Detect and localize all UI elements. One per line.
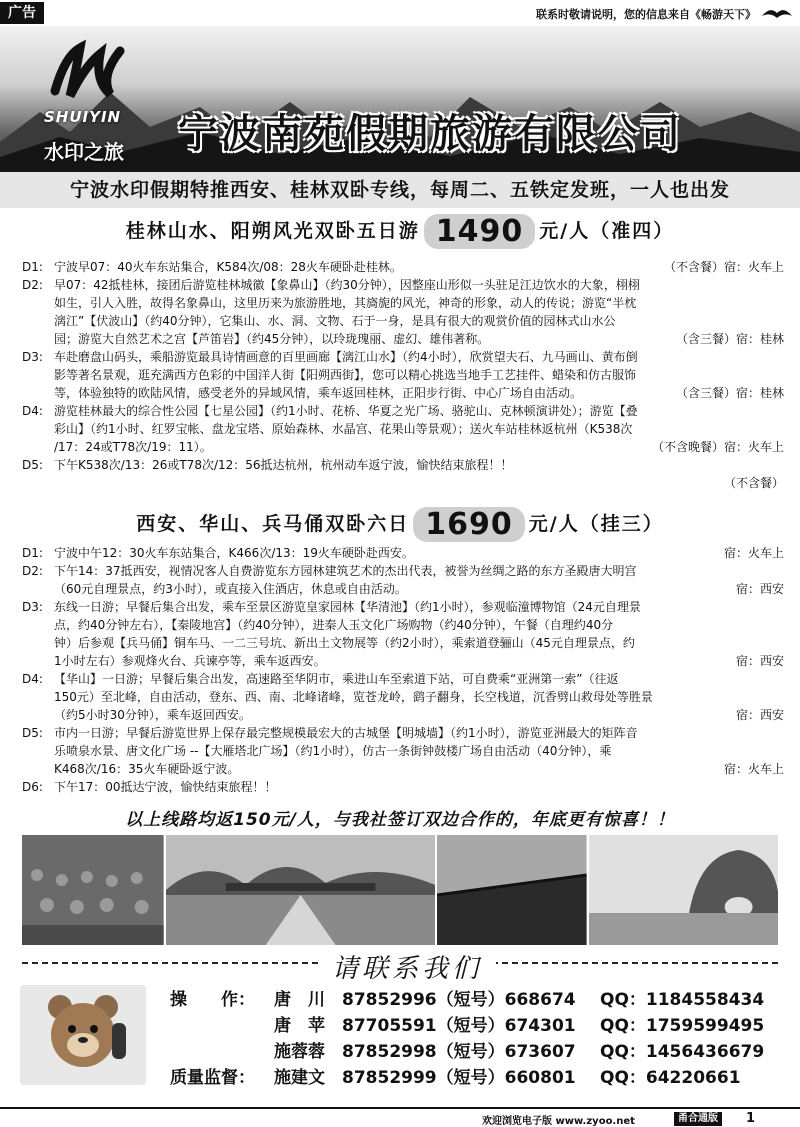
- day-label: D1:: [22, 546, 43, 560]
- day-meal-lodging: （含三餐）宿：桂林: [675, 332, 784, 346]
- day-label: D3:: [22, 600, 43, 614]
- day-text: 下午17：00抵达宁波，愉快结束旅程！！: [54, 780, 277, 794]
- day-label: D2:: [22, 278, 43, 292]
- contact-qq: QQ：64220661: [600, 1068, 741, 1088]
- itinerary-day: [22, 258, 784, 276]
- contact-name: 唐 川: [274, 990, 325, 1010]
- huaqing-pool-photo: [166, 835, 435, 945]
- day-meal-lodging: （不含餐）宿：火车上: [663, 260, 784, 274]
- itinerary-day: [22, 562, 784, 598]
- day-text: 【华山】一日游；早餐后集合出发，高速路至华阴市，乘进山车至索道下站，可自费乘“亚洲第一索”（往返: [54, 672, 619, 686]
- top-bar: [0, 0, 800, 26]
- day-text: 1小时左右）参观烽火台、兵谏亭等，乘车返西安。: [54, 654, 326, 668]
- footer: [0, 1107, 800, 1127]
- day-text: 游览桂林最大的综合性公园【七星公园】（约1小时、花桥、华夏之光广场、骆驼山、克林顿演讲处）；游览【叠: [54, 404, 638, 418]
- route1-price: 1490: [424, 214, 536, 249]
- day-meal-lodging: 宿：西安: [735, 708, 784, 722]
- contact-phone: 87852996（短号）668674: [342, 990, 576, 1010]
- day-label: D1:: [22, 260, 43, 274]
- day-text: 影等著名景观，逛充满西方色彩的中国洋人街【阳朔西街】，您可以精心挑选当地手工艺挂件、蜡染和仿古服饰: [54, 368, 637, 382]
- city-wall-photo: [437, 835, 587, 945]
- day-text: 乐喷泉水景、唐文化广场 --【大雁塔北广场】（约1小时），仿古一条街钟鼓楼广场自由活动（40分钟），乘: [54, 744, 612, 758]
- day-text: 市内一日游；早餐后游览世界上保存最完整规模最宏大的古城堡【明城墙】（约1小时），游览亚洲最大的矩阵音: [54, 726, 638, 740]
- day-text: 彩山】（约1小时、红罗宝帐、盘龙宝塔、原始森林、水晶宫、花果山等景观）；送火车站桂林返杭州（K538次: [54, 422, 633, 436]
- footer-website: 欢迎浏览电子版 www.zyoo.net: [482, 1116, 635, 1127]
- source-note: 联系时敬请说明，您的信息来自《畅游天下》: [536, 8, 756, 21]
- day-text: （60元自理景点，约3小时），或直接入住酒店，休息或自由活动。: [54, 582, 407, 596]
- day-text: （约5小时30分钟），乘车返回西安。: [54, 708, 251, 722]
- contact-role: 质量监督：: [170, 1068, 255, 1088]
- company-name: 宁波南苑假期旅游有限公司: [178, 111, 682, 157]
- day-label: D4:: [22, 404, 43, 418]
- day-label: D6:: [22, 780, 43, 794]
- contact-qq: QQ：1456436679: [600, 1042, 765, 1062]
- page-number: 1: [746, 1111, 756, 1126]
- day-text: 宁波早07：40火车东站集合，K584次/08：28火车硬卧赴桂林。: [54, 260, 402, 274]
- teddy-bear-phone-image: [20, 985, 146, 1085]
- itinerary-day: [22, 276, 784, 348]
- day-text: 下午K538次/13：26或T78次/12：56抵达杭州，杭州动车返宁波，愉快结束旅程！！: [54, 458, 513, 472]
- shuiyin-logo-icon: [40, 36, 140, 106]
- logo-chinese: 水印之旅: [44, 140, 124, 164]
- terracotta-warriors-photo: [22, 835, 164, 945]
- day-meal-lodging: （不含餐）: [723, 476, 784, 490]
- photo-strip: [22, 835, 778, 945]
- promo-banner: 以上线路均返150元/人，与我社签订双边合作的，年底更有惊喜！！: [125, 810, 675, 830]
- contact-role: 操 作：: [170, 990, 255, 1010]
- day-meal-lodging: 宿：西安: [735, 582, 784, 596]
- logo-english: SHUIYIN: [44, 108, 122, 126]
- day-text: 下午14：37抵西安，视情况客人自费游览东方园林建筑艺术的杰出代表，被誉为丝绸之路的东方圣殿唐大明宫: [54, 564, 637, 578]
- contact-name: 唐 苹: [274, 1016, 325, 1036]
- elephant-trunk-hill-photo: [589, 835, 779, 945]
- slogan: 宁波水印假期特推西安、桂林双卧专线，每周二、五铁定发班，一人也出发: [0, 172, 800, 208]
- itinerary-day: [22, 456, 784, 492]
- contact-phone: 87705591（短号）674301: [342, 1016, 576, 1036]
- bird-logo-icon: [760, 4, 794, 22]
- day-label: D2:: [22, 564, 43, 578]
- day-text: 钟）后参观【兵马俑】铜车马、一二三号坑、新出土文物展等（约2小时），乘索道登骊山（45元自理景点，约: [54, 636, 635, 650]
- day-meal-lodging: 宿：火车上: [723, 546, 784, 560]
- contact-name: 施建文: [274, 1068, 325, 1088]
- day-text: 等，体验独特的欧陆风情，感受老外的异域风情，乘车返回桂林，正阳步行街、中心广场自由活动。: [54, 386, 583, 400]
- route1-title-unit: 元/人（准四）: [539, 220, 675, 242]
- day-label: D4:: [22, 672, 43, 686]
- itinerary-day: [22, 724, 784, 778]
- route1-title-main: 桂林山水、阳朔风光双卧五日游: [125, 220, 420, 242]
- ad-label: 广告: [0, 2, 44, 24]
- header-banner: [0, 26, 800, 172]
- day-text: 东线一日游；早餐后集合出发，乘车至景区游览皇家园林【华清池】（约1小时），参观临潼博物馆（24元自理景: [54, 600, 641, 614]
- day-text: 150元）至北峰，自由活动，登东、西、南、北峰诸峰，览苍龙岭，鹞子翻身，长空栈道，沉香劈山救母处等胜景: [54, 690, 653, 704]
- day-text: 如生，引人入胜，故得名象鼻山，这里历来为旅游胜地，其旖旎的风光，神奇的形象，动人的传说；游览“半枕: [54, 296, 637, 310]
- day-text: 漓江”【伏波山】（约40分钟），它集山、水、洞、文物、石于一身，是具有很大的观赏价值的园林式山水公: [54, 314, 616, 328]
- day-label: D5:: [22, 458, 43, 472]
- contact-qq: QQ：1184558434: [600, 990, 765, 1010]
- itinerary-day: [22, 402, 784, 456]
- route2-title: [0, 507, 800, 542]
- day-meal-lodging: （含三餐）宿：桂林: [675, 386, 784, 400]
- footer-badge: 甬合通版: [674, 1112, 722, 1126]
- day-label: D3:: [22, 350, 43, 364]
- itinerary-day: [22, 348, 784, 402]
- itinerary-day: [22, 544, 784, 562]
- route2-title-unit: 元/人（挂三）: [528, 513, 664, 535]
- day-label: D5:: [22, 726, 43, 740]
- day-meal-lodging: 宿：火车上: [723, 762, 784, 776]
- day-text: /17：24或T78次/19：11）。: [54, 440, 212, 454]
- contact-qq: QQ：1759599495: [600, 1016, 765, 1036]
- day-meal-lodging: （不含晚餐）宿：火车上: [651, 440, 784, 454]
- itinerary-day: [22, 778, 784, 796]
- itinerary-day: [22, 670, 784, 724]
- day-text: 宁波中午12：30火车东站集合，K466次/13：19火车硬卧赴西安。: [54, 546, 414, 560]
- day-text: 早07：42抵桂林，接团后游览桂林城徽【象鼻山】（约30分钟），因整座山形似一头驻足江边饮水的大象，栩栩: [54, 278, 640, 292]
- itinerary-day: [22, 598, 784, 670]
- day-text: K468次/16：35火车硬卧返宁波。: [54, 762, 240, 776]
- route2-title-main: 西安、华山、兵马俑双卧六日: [136, 513, 410, 535]
- route2-price: 1690: [413, 507, 525, 542]
- day-text: 点，约40分钟左右），【秦陵地宫】（约40分钟），进秦人玉文化广场购物（约40分钟），午餐（自理约40分: [54, 618, 614, 632]
- route1-title: [0, 214, 800, 249]
- contact-title: 请联系我们: [318, 948, 496, 985]
- day-meal-lodging: 宿：西安: [735, 654, 784, 668]
- contact-phone: 87852998（短号）673607: [342, 1042, 576, 1062]
- contact-row: [170, 1063, 790, 1093]
- day-text: 车赴磨盘山码头，乘船游览最具诗情画意的百里画廊【漓江山水】（约4小时），欣赏望夫石、九马画山、黄布倒: [54, 350, 638, 364]
- contact-phone: 87852999（短号）660801: [342, 1068, 576, 1088]
- contact-name: 施蓉蓉: [274, 1042, 325, 1062]
- day-text: 园；游览大自然艺术之宫【芦笛岩】（约45分钟），以玲珑瑰丽、虚幻、雄伟著称。: [54, 332, 490, 346]
